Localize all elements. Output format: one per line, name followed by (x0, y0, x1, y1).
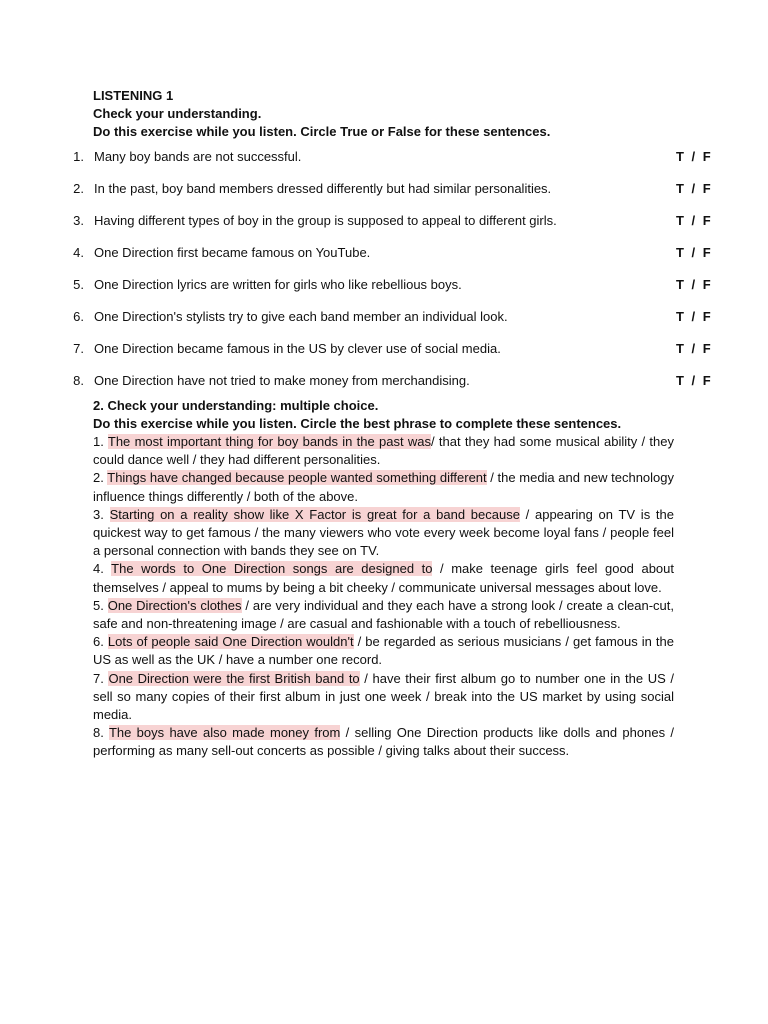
highlighted-stem: The boys have also made money from (108, 725, 341, 741)
statement-text: Many boy bands are not successful. (94, 149, 302, 164)
statement-text: One Direction first became famous on YouTube. (94, 245, 371, 260)
list-item (0, 147, 768, 179)
item-number: 6. (73, 309, 84, 324)
list-item (0, 243, 768, 275)
answer-options: / selling One Direction products like dolls and phones / performing as many sell-out concerts as possible / giving talks about their success. (93, 725, 675, 759)
item-number: 1. (93, 434, 108, 449)
item-number: 7. (73, 341, 84, 356)
item-number: 6. (93, 634, 108, 650)
section-subtitle: Check your understanding. (93, 106, 262, 121)
answer-options: / appearing on TV is the quickest way to get famous / the many viewers who vote every week become loyal fans / people feel a personal connection with bands they see on TV. (93, 506, 674, 559)
list-item (93, 506, 674, 561)
list-item (93, 597, 674, 633)
answer-options: / make teenage girls feel good about themselves / appeal to mums by being a bit cheeky / communicate universal messages about love. (93, 561, 674, 595)
list-item (93, 469, 674, 505)
statement-text: Having different types of boy in the group is supposed to appeal to different girls. (94, 213, 557, 228)
true-false-list (0, 147, 768, 403)
true-false-choice: T / F (676, 309, 711, 324)
list-item (0, 211, 768, 243)
multiple-choice-title: 2. Check your understanding: multiple choice. (93, 398, 379, 413)
highlighted-stem: Starting on a reality show like X Factor is great for a band because (109, 506, 520, 522)
item-number: 8. (73, 373, 84, 388)
list-item (0, 307, 768, 339)
item-number: 4. (73, 245, 84, 260)
item-number: 5. (93, 597, 108, 613)
answer-options: / be regarded as serious musicians / get famous in the US as well as the UK / have a number one record. (93, 634, 674, 668)
answer-options: / that they had some musical ability / they could dance well / they had different personalities. (93, 434, 675, 468)
statement-text: One Direction have not tried to make money from merchandising. (94, 373, 470, 388)
multiple-choice-instruction: Do this exercise while you listen. Circle the best phrase to complete these sentences. (93, 416, 622, 431)
statement-text: In the past, boy band members dressed differently but had similar personalities. (94, 181, 552, 196)
item-number: 2. (73, 181, 84, 196)
highlighted-stem: The most important thing for boy bands in the past was (107, 434, 431, 449)
true-false-choice: T / F (676, 245, 711, 260)
highlighted-stem: One Direction were the first British band to (108, 670, 360, 686)
highlighted-stem: Lots of people said One Direction wouldn't (107, 634, 354, 650)
section-instruction: Do this exercise while you listen. Circle True or False for these sentences. (93, 124, 551, 139)
listening-heading (93, 87, 713, 141)
answer-options: / are very individual and they each have a strong look / create a clean-cut, safe and non-threatening image / are casual and fashionable with a touch of rebelliousness. (93, 597, 674, 632)
true-false-choice: T / F (676, 149, 711, 164)
section-title: LISTENING 1 (93, 88, 174, 103)
item-number: 3. (93, 506, 110, 522)
list-item (93, 433, 674, 469)
list-item (93, 670, 674, 725)
item-number: 3. (73, 213, 84, 228)
highlighted-stem: The words to One Direction songs are designed to (111, 561, 433, 577)
statement-text: One Direction lyrics are written for girls who like rebellious boys. (94, 277, 462, 292)
highlighted-stem: One Direction's clothes (107, 597, 242, 613)
highlighted-stem: Things have changed because people wanted something different (107, 470, 487, 486)
list-item (0, 179, 768, 211)
list-item (93, 560, 674, 596)
true-false-choice: T / F (676, 373, 711, 388)
list-item (0, 275, 768, 307)
list-item (93, 724, 674, 760)
multiple-choice-section (93, 397, 674, 761)
statement-text: One Direction became famous in the US by clever use of social media. (94, 341, 501, 356)
answer-options: / have their first album go to number one in the US / sell so many copies of their first album in just one week / break into the US market by using social media. (93, 670, 674, 723)
list-item (93, 633, 674, 669)
item-number: 8. (93, 725, 109, 741)
true-false-choice: T / F (676, 341, 711, 356)
true-false-choice: T / F (676, 277, 711, 292)
item-number: 7. (93, 670, 109, 686)
item-number: 5. (73, 277, 84, 292)
list-item (0, 339, 768, 371)
item-number: 1. (73, 149, 84, 164)
item-number: 2. (93, 470, 108, 486)
true-false-choice: T / F (676, 181, 711, 196)
statement-text: One Direction's stylists try to give each band member an individual look. (94, 309, 508, 324)
true-false-choice: T / F (676, 213, 711, 228)
item-number: 4. (93, 561, 112, 577)
answer-options: / the media and new technology influence things differently / both of the above. (93, 470, 675, 504)
